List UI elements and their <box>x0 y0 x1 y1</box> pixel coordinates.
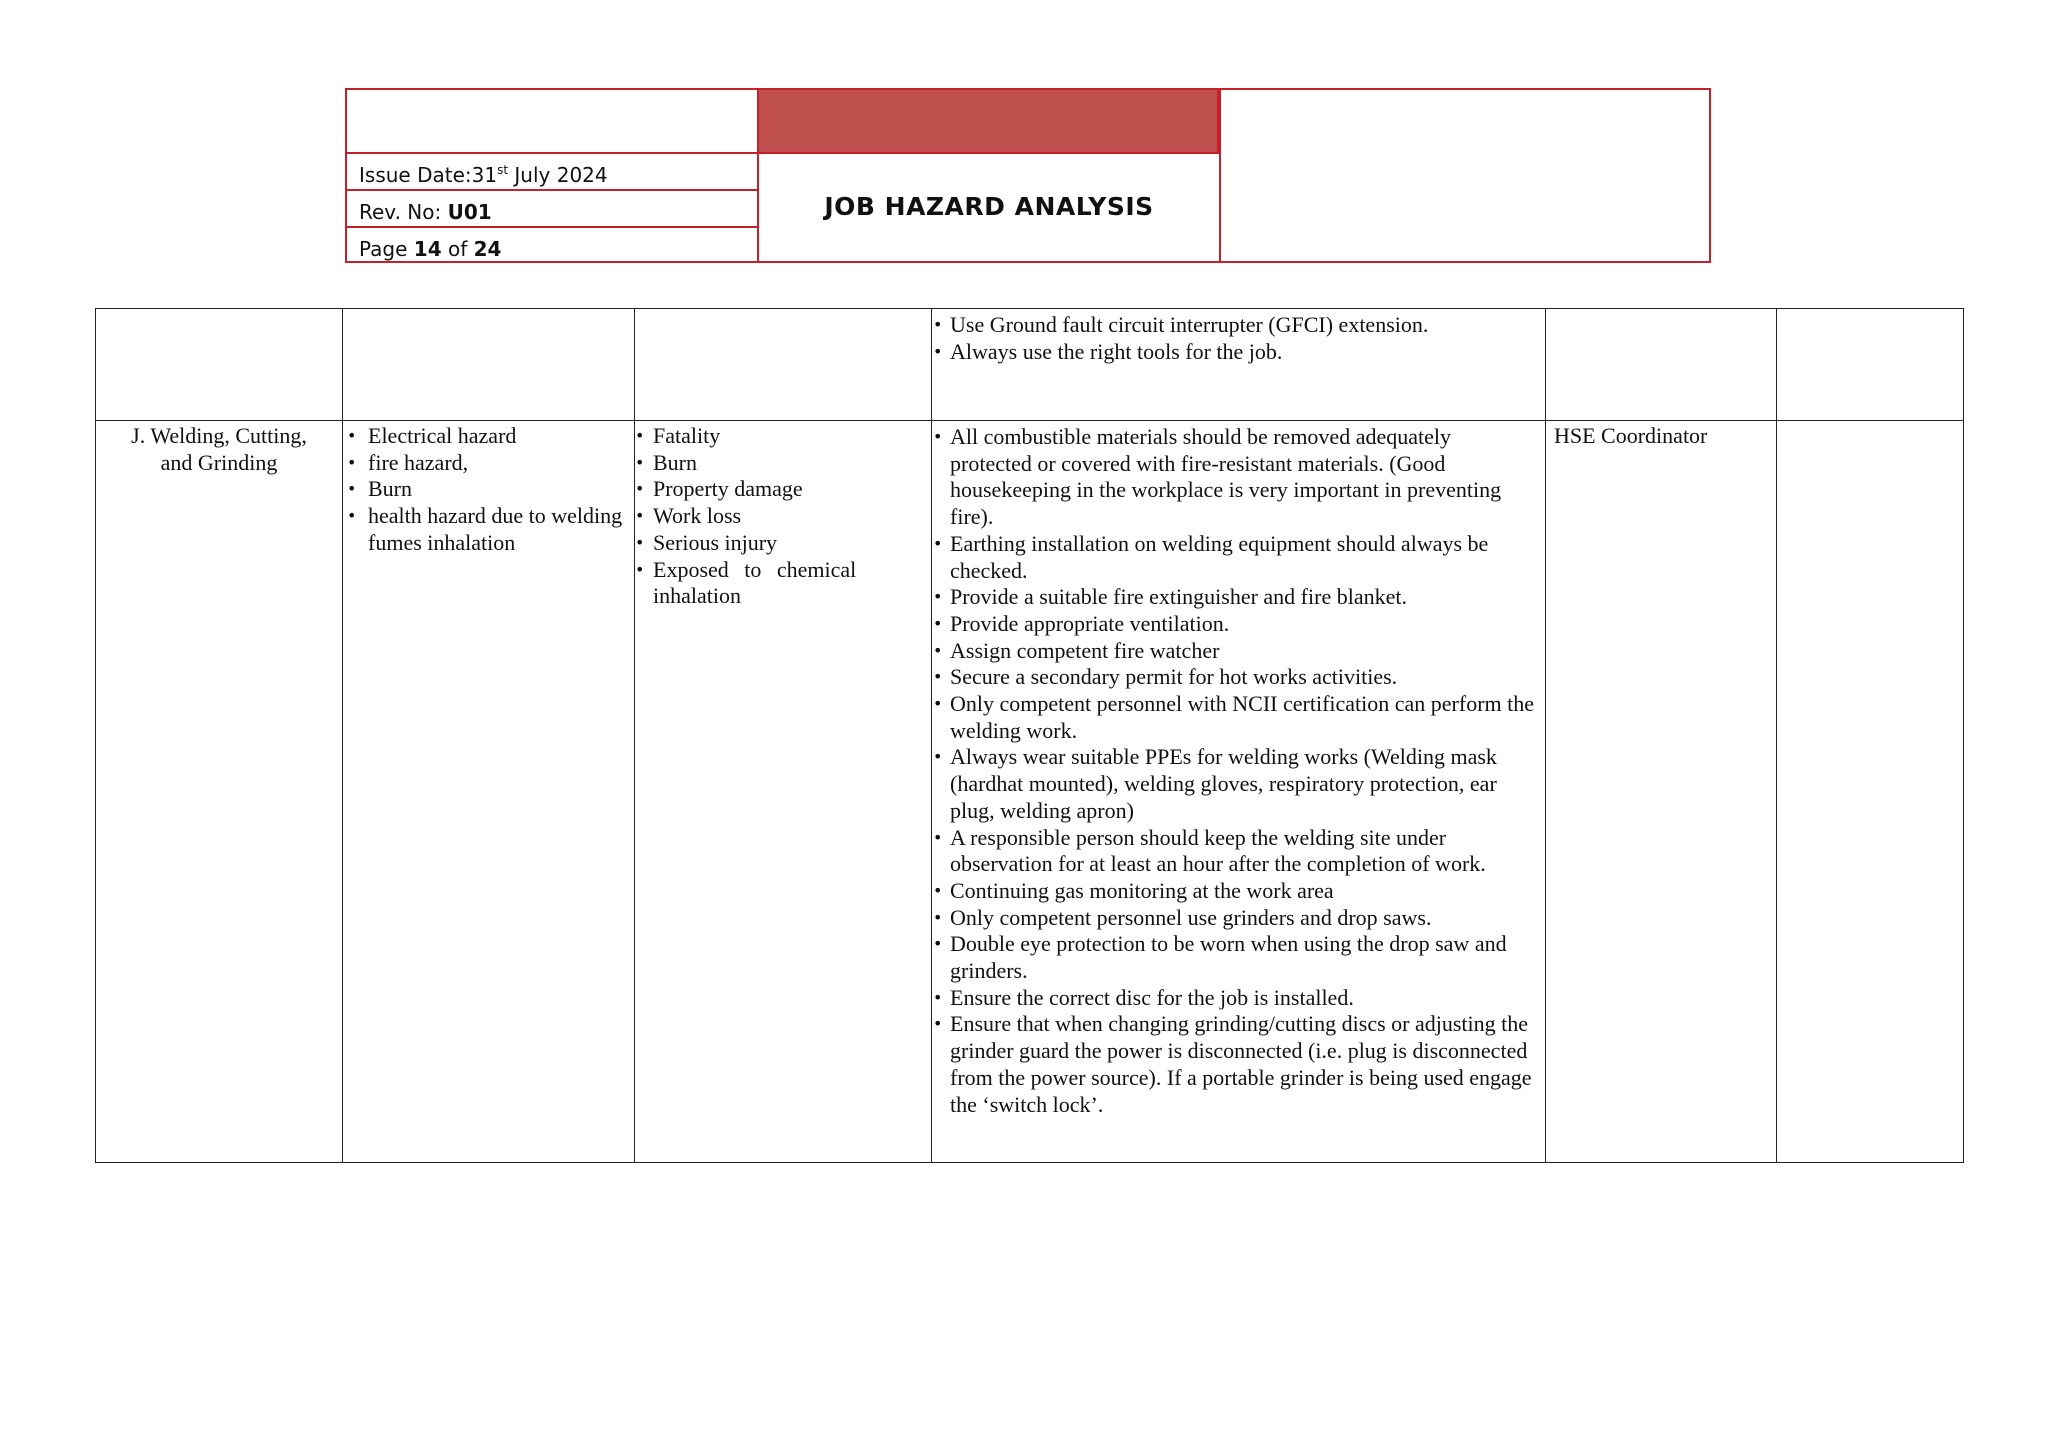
list-item: • All combustible materials should be removed adequately protected or covered with fire-resistant materials. (Good housekeeping in the workplace is very important in preventing fire). <box>950 424 1537 531</box>
remarks-cell <box>1777 421 1964 1163</box>
list-item: • Continuing gas monitoring at the work area <box>950 878 1537 905</box>
issue-date-rest: July 2024 <box>508 163 608 187</box>
header-right-cell <box>1219 90 1709 261</box>
list-item: • Always use the right tools for the job. <box>950 339 1537 366</box>
responsible-person: HSE Coordinator <box>1554 423 1708 448</box>
revision-number <box>347 191 759 228</box>
list-item: • Ensure that when changing grinding/cutting discs or adjusting the grinder guard the power is disconnected (i.e. plug is disconnected from the power source). If a portable grinder is being used engage the ‘switch lock’. <box>950 1011 1537 1118</box>
logo-placeholder <box>347 90 759 154</box>
page-current: 14 <box>413 237 442 261</box>
rev-label: Rev. No: <box>359 200 448 224</box>
list-item: • A responsible person should keep the welding site under observation for at least an hour after the completion of work. <box>950 825 1537 878</box>
controls-cell <box>932 421 1546 1163</box>
activity-cell <box>96 421 343 1163</box>
issue-date-day: 31 <box>471 163 498 187</box>
hazard-cell <box>343 421 635 1163</box>
list-item: • Burn <box>653 450 931 477</box>
list-item: • Exposed to chemical inhalation <box>653 557 931 610</box>
consequence-cell <box>635 309 932 421</box>
list-item: • Assign competent fire watcher <box>950 638 1537 665</box>
activity-line: and Grinding <box>160 449 278 475</box>
list-item: • fire hazard, <box>368 450 634 477</box>
document-header <box>345 88 1711 263</box>
hazard-analysis-table <box>95 308 1964 1163</box>
page-label: Page <box>359 237 414 261</box>
list-item: • health hazard due to welding fumes inhalation <box>368 503 634 556</box>
page-total: 24 <box>473 237 502 261</box>
responsible-cell <box>1546 421 1777 1163</box>
table-row <box>96 309 1964 421</box>
rev-value: U01 <box>447 200 492 224</box>
page-number <box>347 228 759 261</box>
responsible-cell <box>1546 309 1777 421</box>
issue-date-label: Issue Date: <box>359 163 472 187</box>
list-item: • Work loss <box>653 503 931 530</box>
list-item: • Only competent personnel use grinders and drop saws. <box>950 905 1537 932</box>
list-item: • Serious injury <box>653 530 931 557</box>
remarks-cell <box>1777 309 1964 421</box>
table-row <box>96 421 1964 1163</box>
list-item: • Provide a suitable fire extinguisher and fire blanket. <box>950 584 1537 611</box>
list-item: • Provide appropriate ventilation. <box>950 611 1537 638</box>
hazard-cell <box>343 309 635 421</box>
issue-date <box>347 154 759 191</box>
document-title: JOB HAZARD ANALYSIS <box>824 192 1154 221</box>
list-item: • Always wear suitable PPEs for welding works (Welding mask (hardhat mounted), welding gloves, respiratory protection, ear plug, welding apron) <box>950 744 1537 824</box>
list-item: • Only competent personnel with NCII certification can perform the welding work. <box>950 691 1537 744</box>
list-item: • Burn <box>368 476 634 503</box>
list-item: • Secure a secondary permit for hot works activities. <box>950 664 1537 691</box>
list-item: • Ensure the correct disc for the job is installed. <box>950 985 1537 1012</box>
issue-date-suffix: st <box>497 163 509 177</box>
page-of: of <box>441 237 474 261</box>
controls-cell <box>932 309 1546 421</box>
activity-line: J. Welding, Cutting, <box>131 423 307 448</box>
list-item: • Earthing installation on welding equipment should always be checked. <box>950 531 1537 584</box>
list-item: • Fatality <box>653 423 931 450</box>
header-color-band <box>759 90 1219 154</box>
activity-cell <box>96 309 343 421</box>
list-item: • Property damage <box>653 476 931 503</box>
consequence-cell <box>635 421 932 1163</box>
list-item: • Electrical hazard <box>368 423 634 450</box>
list-item: • Double eye protection to be worn when using the drop saw and grinders. <box>950 931 1537 984</box>
list-item: • Use Ground fault circuit interrupter (GFCI) extension. <box>950 312 1537 339</box>
